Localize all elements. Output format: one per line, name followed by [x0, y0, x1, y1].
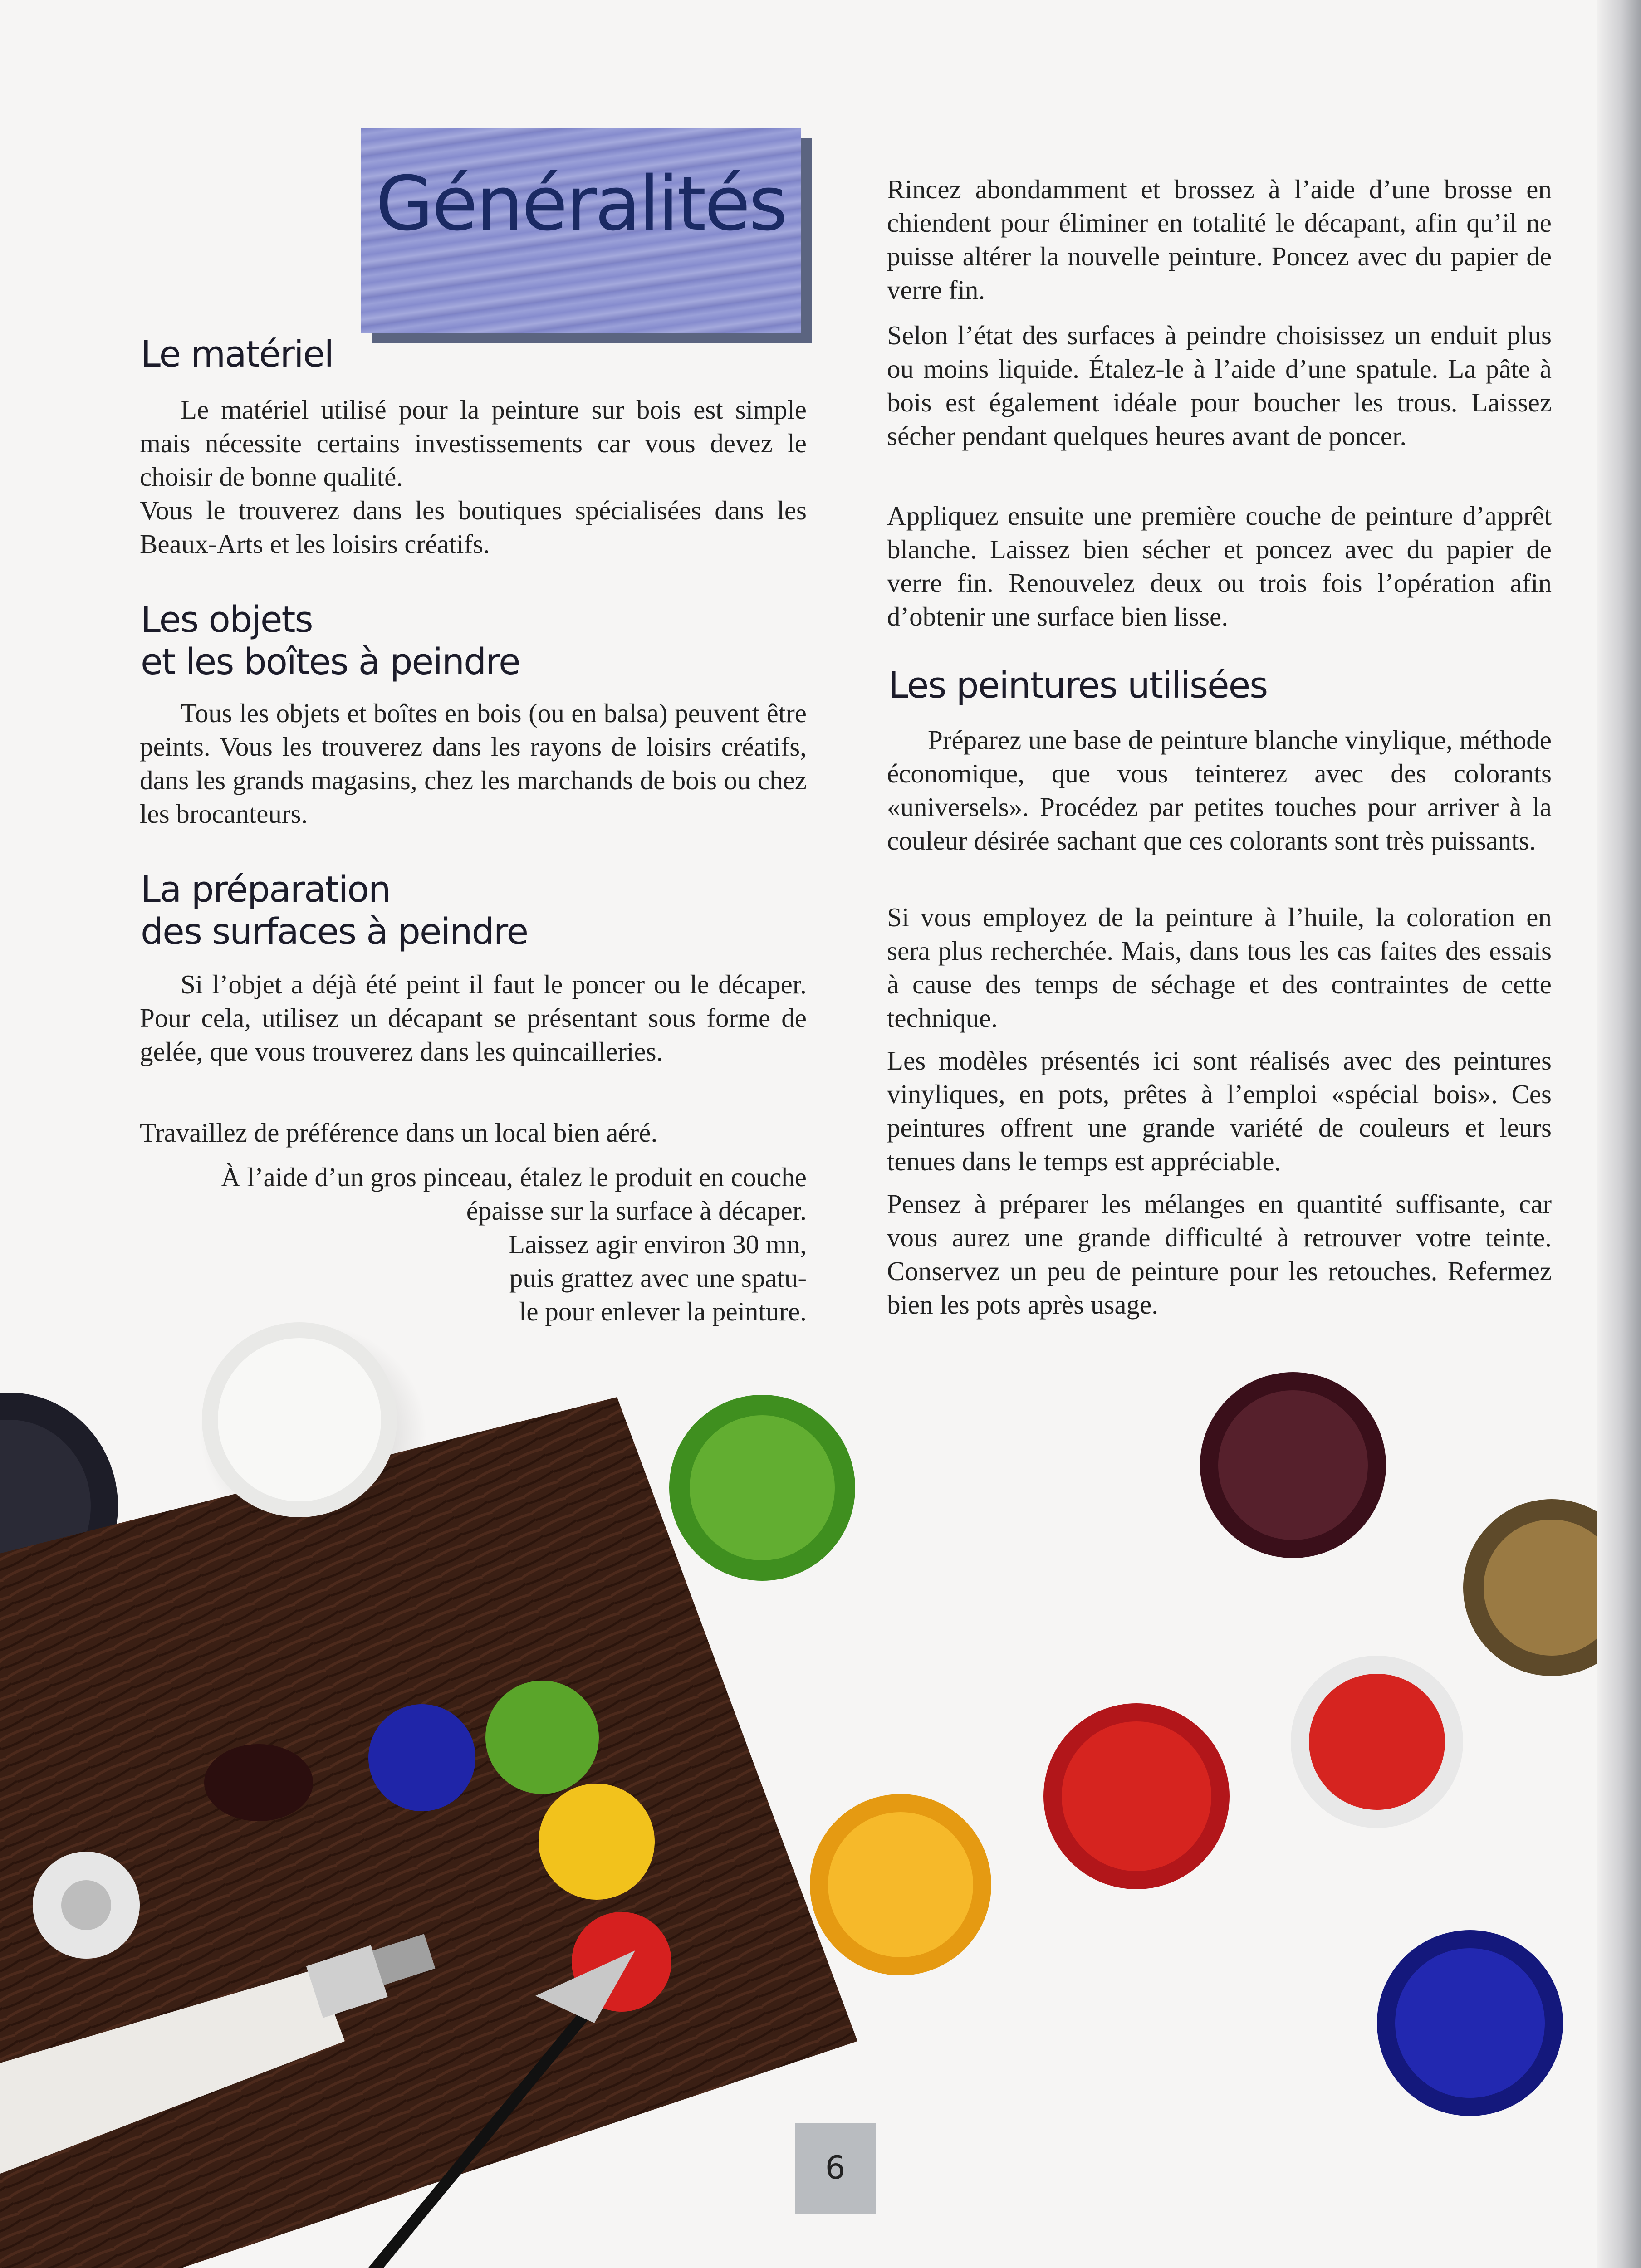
page-title: Généralités — [375, 160, 786, 247]
paragraph-materiel-1: Le matériel utilisé pour la peinture sur bois est simple mais nécessite certains investissements car vous devez le choisir de bonne qualité. — [140, 395, 807, 492]
yellow-paint-pot — [810, 1794, 991, 1975]
page-number: 6 — [825, 2149, 846, 2186]
paragraph-preparation-3 — [140, 1160, 807, 1328]
blue-paint-pot — [1377, 1930, 1563, 2116]
gold-paint-pot — [1463, 1499, 1597, 1676]
heading-objets — [141, 599, 520, 683]
yellow-paint-dab — [539, 1784, 655, 1900]
burgundy-paint-pot — [1200, 1372, 1386, 1558]
heading-materiel: Le matériel — [141, 333, 333, 375]
heading-objets-line1: Les objets — [141, 599, 313, 640]
heading-peintures: Les peintures utilisées — [888, 665, 1268, 706]
preparation-3-line4: puis grattez avec une spatu- — [509, 1263, 807, 1293]
red-paint-pot-open — [1043, 1703, 1230, 1889]
paragraph-objets-1: Tous les objets et boîtes en bois (ou en balsa) peuvent être peints. Vous les trouverez dans les rayons de loisirs créatifs, dans les grands magasins, chez les marchands de bois ou chez les brocanteurs. — [140, 698, 807, 829]
heading-preparation-line1: La préparation — [141, 869, 390, 910]
page-gutter-shadow — [1597, 0, 1641, 2268]
paragraph-preparation-1: Si l’objet a déjà été peint il faut le poncer ou le décaper. Pour cela, utilisez un décapant se présentant sous forme de gelée, que vous trouverez dans les quincailleries. — [140, 969, 807, 1066]
paragraph-peintures-4: Pensez à préparer les mélanges en quantité suffisante, car vous aurez une grande difficulté à retrouver votre teinte. Conservez un peu de peinture pour les retouches. Refermez bien les pots après usage. — [887, 1189, 1552, 1320]
preparation-3-line5: le pour enlever la peinture. — [519, 1296, 807, 1326]
green-paint-pot — [669, 1395, 855, 1581]
heading-preparation — [141, 869, 528, 953]
preparation-3-line3: Laissez agir environ 30 mn, — [508, 1229, 807, 1259]
paragraph-preparation-2: Travaillez de préférence dans un local bien aéré. — [140, 1118, 658, 1148]
paragraph-right-3: Appliquez ensuite une première couche de peinture d’apprêt blanche. Laissez bien sécher et poncez avec du papier de verre fin. Renouvelez deux ou trois fois l’opération afin d’obtenir une surface bien lisse. — [887, 501, 1552, 631]
paragraph-peintures-2: Si vous employez de la peinture à l’huile, la coloration en sera plus recherchée. Mais, dans tous les cas faites des essais à cause des temps de séchage et des contraintes de cette technique. — [887, 902, 1552, 1033]
paragraph-materiel-2: Vous le trouverez dans les boutiques spécialisées dans les Beaux-Arts et les loisirs créatifs. — [140, 495, 807, 559]
page-number-box — [795, 2123, 876, 2214]
heading-preparation-line2: des surfaces à peindre — [141, 911, 528, 953]
preparation-3-line2: épaisse sur la surface à décaper. — [466, 1196, 807, 1226]
preparation-3-line1: À l’aide d’un gros pinceau, étalez le produit en couche — [221, 1162, 807, 1192]
red-paint-pot-white-rim — [1291, 1656, 1463, 1828]
paragraph-right-1: Rincez abondamment et brossez à l’aide d’une brosse en chiendent pour éliminer en totalité le décapant, afin qu’il ne puisse altérer la nouvelle peinture. Poncez avec du papier de verre fin. — [887, 174, 1552, 305]
heading-objets-line2: et les boîtes à peindre — [141, 641, 520, 683]
white-paint-pot — [200, 1322, 426, 1542]
title-box — [361, 128, 801, 333]
blue-paint-dab — [368, 1704, 475, 1811]
white-cap — [33, 1852, 140, 1959]
paragraph-right-2: Selon l’état des surfaces à peindre choisissez un enduit plus ou moins liquide. Étalez-le à l’aide d’une spatule. La pâte à bois est également idéale pour boucher les trous. Laissez sécher pendant quelques heures avant de poncer. — [887, 320, 1552, 451]
paragraph-peintures-1: Préparez une base de peinture blanche vinylique, méthode économique, que vous teinterez avec des colorants «universels». Procédez par petites touches pour arriver à la couleur désirée sachant que ces colorants sont très puissants. — [887, 725, 1552, 855]
green-paint-dab — [485, 1681, 599, 1794]
brown-paint-dab — [204, 1744, 313, 1821]
paragraph-peintures-3: Les modèles présentés ici sont réalisés avec des peintures vinyliques, en pots, prêtes à l’emploi «spécial bois». Ces peintures offrent une grande variété de couleurs et leurs tenues dans le temps est appréciable. — [887, 1046, 1552, 1176]
